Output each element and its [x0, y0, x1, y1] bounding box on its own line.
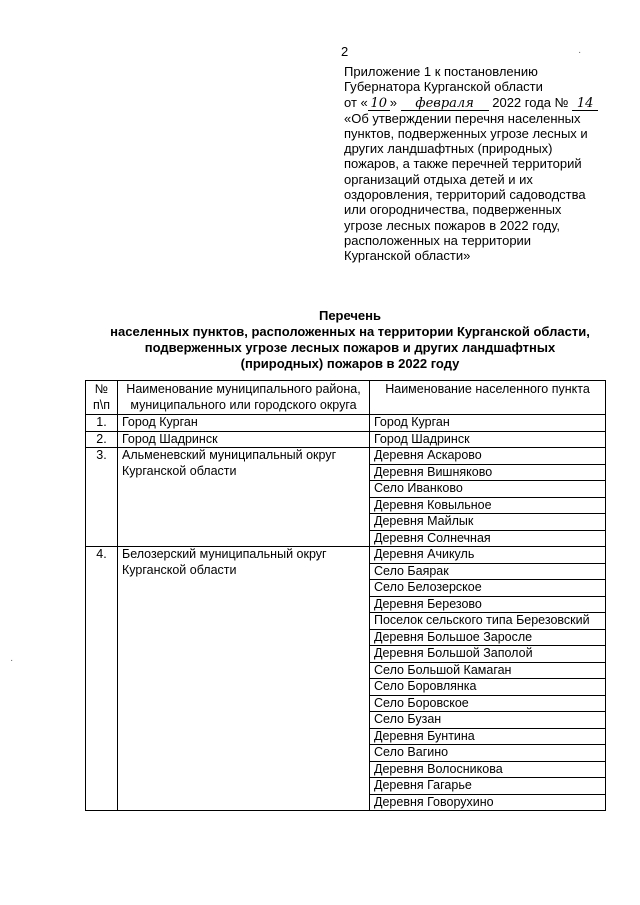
- date-mid: »: [389, 94, 397, 110]
- settlement-name: Село Белозерское: [370, 580, 606, 597]
- settlement-name: Деревня Ачикуль: [370, 547, 606, 564]
- settlement-name: Деревня Вишняково: [370, 464, 606, 481]
- appendix-line: угрозе лесных пожаров в 2022 году,: [344, 217, 561, 233]
- settlement-name: Деревня Майлык: [370, 514, 606, 531]
- table-row: [86, 431, 606, 448]
- settlement-name: Село Боровлянка: [370, 679, 606, 696]
- settlement-name: Село Баярак: [370, 563, 606, 580]
- scan-dot: ·: [10, 655, 14, 666]
- handwritten-doc-number: 14: [572, 97, 598, 111]
- settlement-name: Село Бузан: [370, 712, 606, 729]
- appendix-line: пунктов, подверженных угрозе лесных и: [344, 125, 588, 141]
- settlement-name: Деревня Березово: [370, 596, 606, 613]
- document-title: [60, 308, 640, 372]
- settlement-name: Деревня Говорухино: [370, 794, 606, 811]
- settlement-name: Деревня Солнечная: [370, 530, 606, 547]
- settlement-name: Село Вагино: [370, 745, 606, 762]
- date-year: 2022 года №: [492, 94, 569, 110]
- settlement-name: Деревня Бунтина: [370, 728, 606, 745]
- table-row: [86, 415, 606, 432]
- settlement-name: Село Боровское: [370, 695, 606, 712]
- title-line: населенных пунктов, расположенных на территории Курганской области,: [110, 324, 590, 339]
- scan-dot: ·: [578, 47, 582, 58]
- appendix-line: Курганской области»: [344, 248, 471, 264]
- appendix-subject: [344, 111, 614, 264]
- appendix-line: оздоровления, территорий садоводства: [344, 187, 586, 203]
- appendix-date-line: [344, 95, 614, 111]
- appendix-line: или огородничества, подверженных: [344, 202, 562, 218]
- settlement-name: Село Иванково: [370, 481, 606, 498]
- district-name: Город Шадринск: [118, 431, 370, 448]
- settlement-name: Деревня Большой Заполой: [370, 646, 606, 663]
- header-district: Наименование муниципального района, муниципального или городского округа: [118, 381, 370, 415]
- handwritten-month: февраля: [401, 97, 489, 111]
- header-num: № п\п: [86, 381, 118, 415]
- settlement-name: Деревня Гагарье: [370, 778, 606, 795]
- settlement-name: Город Шадринск: [370, 431, 606, 448]
- settlement-name: Город Курган: [370, 415, 606, 432]
- appendix-line: организаций отдыха детей и их: [344, 171, 533, 187]
- appendix-header: [344, 64, 614, 264]
- settlements-table: [85, 380, 606, 811]
- date-prefix: от «: [344, 94, 368, 110]
- row-number: 1.: [86, 415, 118, 432]
- page-number: 2: [341, 44, 349, 59]
- settlement-name: Деревня Аскарово: [370, 448, 606, 465]
- district-name: Альменевский муниципальный округ Курганской области: [118, 448, 370, 547]
- appendix-line: «Об утверждении перечня населенных: [344, 110, 581, 126]
- title-line: Перечень: [318, 308, 382, 323]
- table-header-row: [86, 381, 606, 415]
- settlement-name: Деревня Ковыльное: [370, 497, 606, 514]
- appendix-line: расположенных на территории: [344, 232, 532, 248]
- header-settlement: Наименование населенного пункта: [370, 381, 606, 415]
- row-number: 4.: [86, 547, 118, 811]
- settlement-name: Село Большой Камаган: [370, 662, 606, 679]
- settlement-name: Деревня Большое Заросле: [370, 629, 606, 646]
- title-line: (природных) пожаров в 2022 году: [240, 356, 460, 371]
- district-name: Белозерский муниципальный округ Курганской области: [118, 547, 370, 811]
- appendix-line: Губернатора Курганской области: [344, 79, 543, 95]
- row-number: 3.: [86, 448, 118, 547]
- title-line: подверженных угрозе лесных пожаров и других ландшафтных: [144, 340, 556, 355]
- table-row: [86, 448, 606, 465]
- table-row: [86, 547, 606, 564]
- settlement-name: Поселок сельского типа Березовский: [370, 613, 606, 630]
- appendix-line: пожаров, а также перечней территорий: [344, 156, 582, 172]
- row-number: 2.: [86, 431, 118, 448]
- settlement-name: Деревня Волосникова: [370, 761, 606, 778]
- appendix-line: Приложение 1 к постановлению: [344, 64, 538, 79]
- handwritten-day: 10: [368, 97, 390, 111]
- district-name: Город Курган: [118, 415, 370, 432]
- appendix-line: других ландшафтных (природных): [344, 141, 553, 157]
